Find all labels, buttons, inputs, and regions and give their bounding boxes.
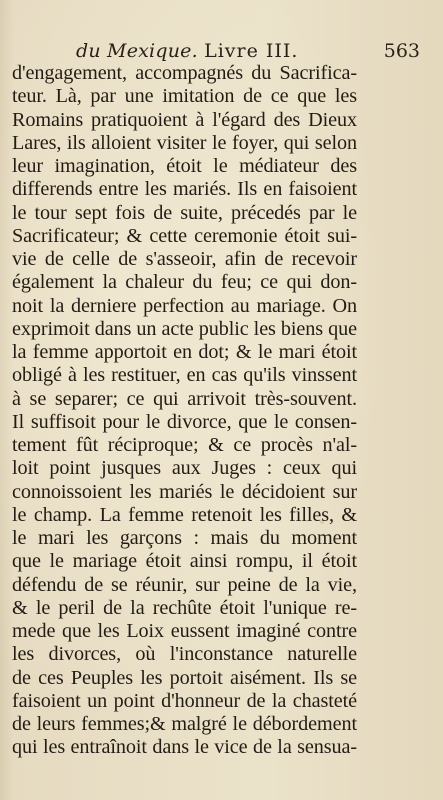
text-line: défendu de se réunir, sur peine de la vie,: [12, 573, 357, 596]
text-line: le tour sept fois de suite, précedés par le: [12, 201, 357, 224]
text-line: leur imagination, étoit le médiateur des: [12, 155, 357, 177]
body-text: [12, 62, 357, 760]
text-line: teur. Là, par une imitation de ce que les: [12, 85, 357, 108]
text-line: de leurs femmes;& malgré le débordement: [12, 713, 357, 735]
text-line: de ces Peuples les portoit aisément. Ils se: [12, 666, 357, 689]
text-line: la femme apportoit en dot; & le mari étoit: [12, 341, 357, 363]
text-line: les divorces, où l'inconstance naturelle: [12, 643, 357, 666]
page-number: 563: [383, 40, 420, 62]
text-line: loit point jusques aux Juges : ceux qui: [12, 457, 357, 480]
running-head-title: du Mexique. Livre III.: [76, 40, 299, 62]
running-head-book: Livre III.: [204, 40, 299, 62]
text-line: également la chaleur du feu; ce qui don-: [12, 271, 357, 294]
text-line: noit la derniere perfection au mariage. On: [12, 294, 357, 317]
text-line: le mari les garçons : mais du moment: [12, 527, 357, 549]
text-line: que le mariage étoit ainsi rompu, il étoit: [12, 550, 357, 573]
text-line: exprimoit dans un acte public les biens que: [12, 317, 357, 340]
text-line: faisoient un point d'honneur de la chasteté: [12, 689, 357, 712]
text-line: le champ. La femme retenoit les filles, &: [12, 503, 357, 526]
text-line: mede que les Loix eussent imaginé contre: [12, 620, 357, 642]
text-line: qui les entraînoit dans le vice de la sensua-: [12, 736, 357, 759]
text-line: differends entre les mariés. Ils en faisoient: [12, 178, 357, 201]
text-line: Sacrificateur; & cette ceremonie étoit sui-: [12, 224, 357, 247]
text-line: connoissoient les mariés le décidoient sur: [12, 480, 357, 503]
text-line: Il suffisoit pour le divorce, que le consen-: [12, 410, 357, 433]
text-line: à se separer; ce qui arrivoit très-souvent.: [12, 387, 357, 410]
text-line: d'engagement, accompagnés du Sacrifica-: [12, 62, 357, 84]
text-line: tement fût réciproque; & ce procès n'al-: [12, 434, 357, 456]
text-line: Lares, ils alloient visiter le foyer, qui selon: [12, 131, 357, 154]
text-line: & le peril de la rechûte étoit l'unique re-: [12, 596, 357, 619]
text-line: vie de celle de s'asseoir, afin de recevoir: [12, 248, 357, 270]
text-line: Romains pratiquoient à l'égard des Dieux: [12, 108, 357, 131]
text-line: obligé à les restituer, en cas qu'ils vinssent: [12, 364, 357, 387]
